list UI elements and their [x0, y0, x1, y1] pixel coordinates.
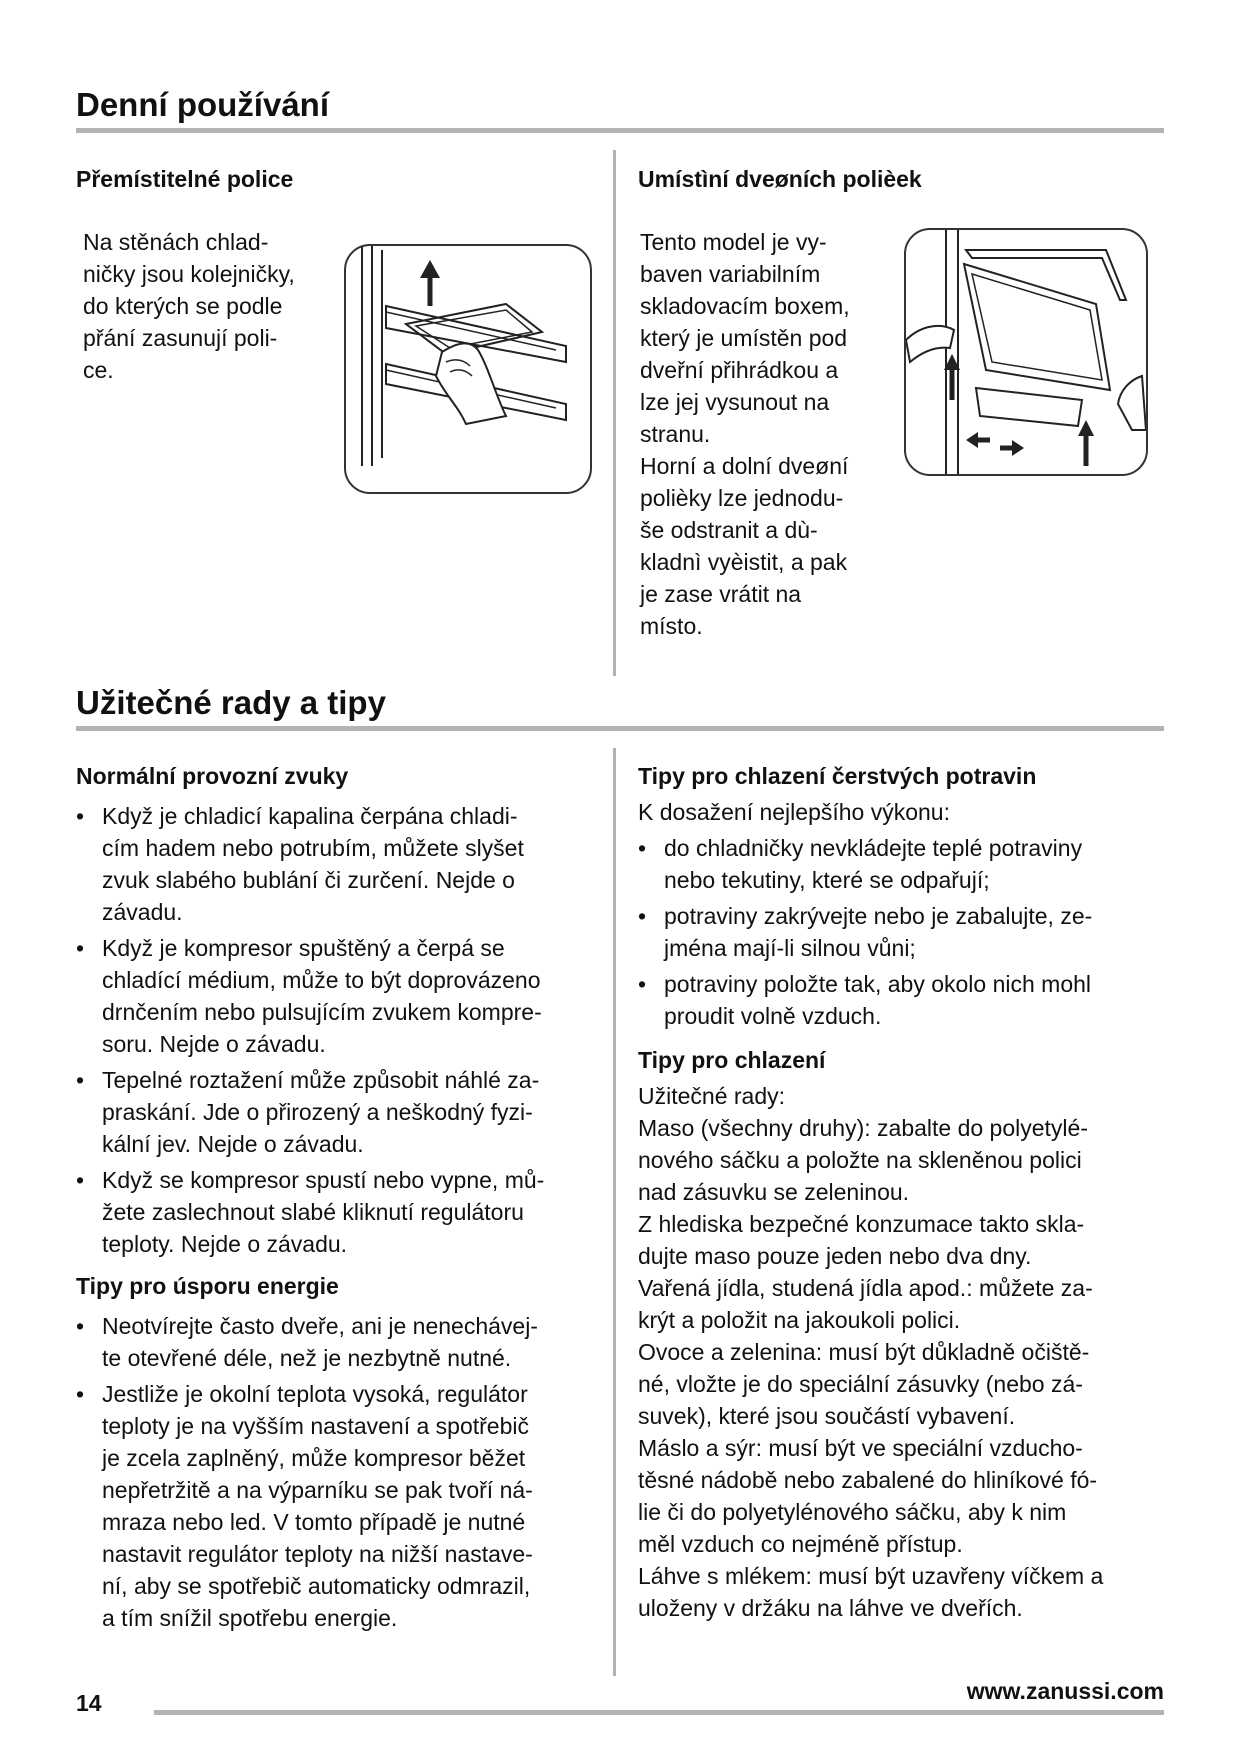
section-title-daily-use: Denní používání [76, 86, 330, 123]
shelf-rails-drawing [346, 246, 590, 492]
list-item [76, 932, 598, 1060]
footer-url[interactable]: www.zanussi.com [966, 1678, 1164, 1704]
list-item-text: potraviny zakrývejte nebo je zabalujte, ze- jména mají-li silnou vůni; [664, 903, 1093, 961]
list-item-text: Jestliže je okolní teplota vysoká, regulátor teploty je na vyšším nastavení a spotřebič je zcela zaplněný, může kompresor běžet nepřetržitě a na výparníku se pak tvoří ná- mraza nebo led. V tomto případě je nutné nastavit regulátor teploty na nižší nastave- ní, aby se spotřebič automaticky odmrazil, a tím snížil spotřebu energie. [102, 1381, 533, 1631]
list-item [76, 800, 598, 928]
list-item [638, 832, 1166, 896]
column-divider [613, 748, 616, 1676]
list-item [76, 1310, 598, 1374]
heading-door-shelves: Umístìní dveøních polièek [638, 166, 922, 192]
list-item [76, 1378, 598, 1634]
list-energy-saving [76, 1310, 598, 1634]
section-divider [76, 128, 1164, 133]
list-item [76, 1064, 598, 1160]
list-item-text: Když je chladicí kapalina čerpána chladi- cím hadem nebo potrubím, můžete slyšet zvuk slabého bublání či zurčení. Nejde o závadu. [102, 803, 524, 925]
list-item-text: Neotvírejte často dveře, ani je nenechávej- te otevřené déle, než je nezbytně nutné. [102, 1313, 538, 1371]
column-divider [613, 150, 616, 676]
list-normal-sounds [76, 800, 598, 1260]
heading-cooling: Tipy pro chlazení [638, 1047, 826, 1073]
text-cooling: Užitečné rady: Maso (všechny druhy): zabalte do polyetylé- nového sáčku a položte na skleněnou polici nad zásuvku se zeleninou. Z hlediska bezpečné konzumace takto skla- dujte maso pouze jeden nebo dva dny. Vařená jídla, studená jídla apod.: můžete za- krýt a položit na jakoukoli polici. Ovoce a zelenina: musí být důkladně očiště- né, vložte je do speciální zásuvky (nebo zá- suvek), které jsou součástí vybavení. Máslo a sýr: musí být ve speciální vzducho- těsné nádobě nebo zabalené do hliníkové fó- lie či do polyetylénového sáčku, aby k nim měl vzduch co nejméně přístup. Láhve s mlékem: musí být uzavřeny víčkem a uloženy v držáku na láhve ve dveřích. [638, 1083, 1104, 1621]
list-item-text: Když se kompresor spustí nebo vypne, mů- žete zaslechnout slabé kliknutí regulátoru teploty. Nejde o závadu. [102, 1167, 545, 1257]
list-item [76, 1164, 598, 1260]
footer-divider [154, 1710, 1164, 1715]
list-item [638, 968, 1166, 1032]
list-item-text: do chladničky nevkládejte teplé potraviny nebo tekutiny, které se odpařují; [664, 835, 1083, 893]
list-item [638, 900, 1166, 964]
list-item-text: potraviny položte tak, aby okolo nich mohl proudit volně vzduch. [664, 971, 1092, 1029]
heading-movable-shelves: Přemístitelné police [76, 166, 294, 192]
tips-left-column [76, 760, 598, 1638]
door-box-illustration [904, 228, 1148, 476]
heading-fresh-food: Tipy pro chlazení čerstvých potravin [638, 763, 1037, 789]
list-fresh-food [638, 832, 1166, 1032]
fresh-food-intro: K dosažení nejlepšího výkonu: [638, 799, 950, 825]
text-door-shelves: Tento model je vy- baven variabilním skladovacím boxem, který je umístěn pod dveřní přihrádkou a lze jej vysunout na stranu. Horní a dolní dveøní polièky lze jednodu- še odstranit a dù- kladnì vyèistit, a pak je zase vrátit na místo. [640, 229, 850, 639]
heading-energy-saving: Tipy pro úsporu energie [76, 1273, 339, 1299]
list-item-text: Tepelné roztažení může způsobit náhlé za- praskání. Jde o přirozený a neškodný fyzi- kální jev. Nejde o závadu. [102, 1067, 540, 1157]
tips-right-column [638, 760, 1166, 1624]
heading-normal-sounds: Normální provozní zvuky [76, 763, 349, 789]
page-number: 14 [76, 1690, 102, 1716]
section-title-tips: Užitečné rady a tipy [76, 684, 386, 721]
list-item-text: Když je kompresor spuštěný a čerpá se chladící médium, může to být doprovázeno drnčením nebo pulsujícím zvukem kompre- soru. Nejde o závadu. [102, 935, 542, 1057]
shelf-rails-illustration [344, 244, 592, 494]
door-box-drawing [906, 230, 1146, 474]
section-divider [76, 726, 1164, 731]
text-movable-shelves: Na stěnách chlad- ničky jsou kolejničky, do kterých se podle přání zasunují poli- ce. [83, 229, 295, 383]
